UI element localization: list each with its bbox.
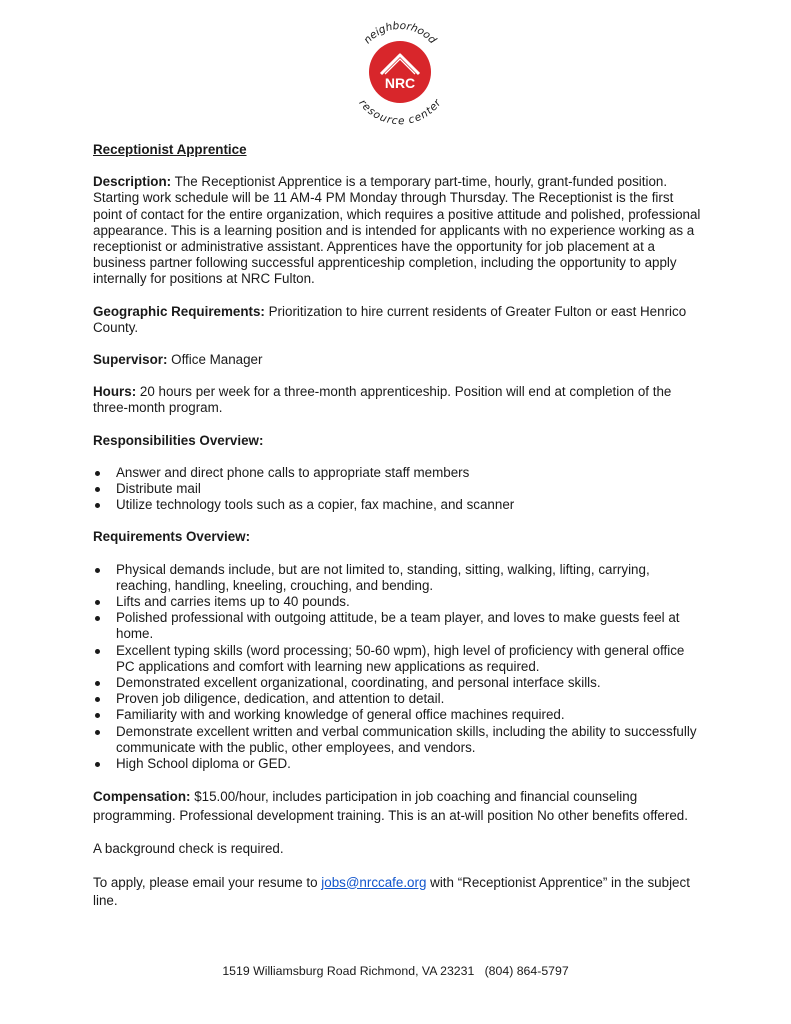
logo-top-text: neighborhood <box>361 19 439 47</box>
apply-prefix: To apply, please email your resume to <box>93 874 318 890</box>
apply-instructions <box>93 874 703 911</box>
list-item: Answer and direct phone calls to appropriate staff members <box>93 465 703 481</box>
list-item: Distribute mail <box>93 481 703 497</box>
job-posting <box>93 142 703 927</box>
hours-label: Hours: <box>93 384 137 400</box>
list-item: Physical demands include, but are not limited to, standing, sitting, walking, lifting, carrying, reaching, handling, kneeling, crouching, and bending. <box>93 562 703 594</box>
geographic-section <box>93 304 703 336</box>
compensation-label: Compensation: <box>93 789 191 805</box>
logo-graphic <box>345 8 455 128</box>
list-item: Proven job diligence, dedication, and attention to detail. <box>93 691 703 707</box>
compensation-section <box>93 788 703 825</box>
nrc-logo <box>345 8 455 128</box>
supervisor-label: Supervisor: <box>93 352 168 368</box>
requirements-heading: Requirements Overview: <box>93 529 251 545</box>
description-label: Description: <box>93 174 172 190</box>
list-item: Utilize technology tools such as a copier, fax machine, and scanner <box>93 497 703 513</box>
requirements-list <box>93 562 703 773</box>
list-item: Demonstrate excellent written and verbal communication skills, including the ability to successfully communicate with the public, other employees, and vendors. <box>93 724 703 756</box>
footer-phone: (804) 864-5797 <box>484 964 569 978</box>
description-text: The Receptionist Apprentice is a temporary part-time, hourly, grant-funded position. Starting work schedule will be 11 AM-4 PM Monday through Thursday. The Receptionist is the first point of contact for the entire organization, which requires a positive attitude and polished, professional appearance. This is a learning position and is intended for applicants with no experience working as a receptionist or administrative assistant. Apprentices have the opportunity for job placement at a business partner following successful apprenticeship completion, including the opportunity to apply internally for positions at NRC Fulton. <box>93 174 701 287</box>
supervisor-section <box>93 352 703 368</box>
email-link[interactable]: jobs@nrccafe.org <box>321 874 427 890</box>
background-check-note: A background check is required. <box>93 841 284 857</box>
job-title: Receptionist Apprentice <box>93 142 247 157</box>
list-item: Demonstrated excellent organizational, coordinating, and personal interface skills. <box>93 675 703 691</box>
list-item: Excellent typing skills (word processing; 50-60 wpm), high level of proficiency with general office PC applications and comfort with learning new applications as required. <box>93 643 703 675</box>
description-section <box>93 174 703 287</box>
list-item: Polished professional with outgoing attitude, be a team player, and loves to make guests feel at home. <box>93 610 703 642</box>
geographic-label: Geographic Requirements: <box>93 303 265 319</box>
footer-contact <box>0 963 791 979</box>
supervisor-text: Office Manager <box>171 352 263 368</box>
list-item: Familiarity with and working knowledge of general office machines required. <box>93 707 703 723</box>
hours-section <box>93 384 703 416</box>
footer-address: 1519 Williamsburg Road Richmond, VA 23231 <box>222 964 475 978</box>
list-item: Lifts and carries items up to 40 pounds. <box>93 594 703 610</box>
apply-suffix: with “Receptionist Apprentice” in the subject line. <box>93 874 690 908</box>
logo-bottom-text: resource center <box>356 97 444 128</box>
geographic-text: Prioritization to hire current residents of Greater Fulton or east Henrico County. <box>93 303 687 335</box>
hours-text: 20 hours per week for a three-month apprenticeship. Position will end at completion of the three-month program. <box>93 384 672 416</box>
logo-circle <box>369 41 431 103</box>
list-item: High School diploma or GED. <box>93 756 703 772</box>
logo-initials: NRC <box>384 75 416 91</box>
responsibilities-list <box>93 465 703 514</box>
responsibilities-heading: Responsibilities Overview: <box>93 432 264 448</box>
compensation-text: $15.00/hour, includes participation in job coaching and financial counseling programming. Professional development training. This is an at-will position No other benefits offered. <box>93 789 688 823</box>
